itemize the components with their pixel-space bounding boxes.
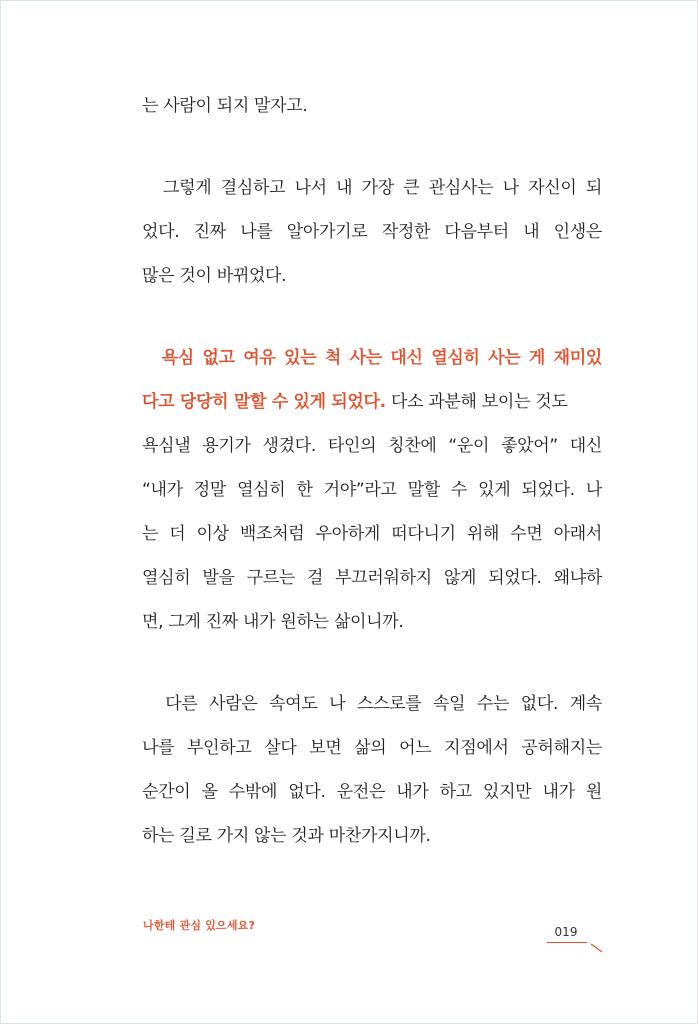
text-line: 순간이 올 수밖에 없다. 운전은 내가 하고 있지만 내가 원 (142, 782, 602, 802)
page-number: 019 (554, 925, 578, 939)
text-line: 는 더 이상 백조처럼 우아하게 떠다니기 위해 수면 아래서 (142, 524, 602, 544)
text-line: 그렇게 결심하고 나서 내 가장 큰 관심사는 나 자신이 되 (142, 178, 602, 198)
highlighted-text: 다고 당당히 말할 수 있게 되었다. (142, 392, 386, 412)
text-line: 었다. 진짜 나를 알아가기로 작정한 다음부터 내 인생은 (142, 222, 602, 242)
highlighted-text-line: 욕심 없고 여유 있는 척 사는 대신 열심히 사는 게 재미있 (142, 348, 602, 368)
text-line: 면, 그게 진짜 내가 원하는 삶이니까. (142, 612, 404, 632)
text-line: 는 사람이 되지 말자고. (142, 96, 308, 116)
mixed-text-line (142, 390, 567, 414)
page-number-underline (547, 942, 587, 943)
text-line: 욕심낼 용기가 생겼다. 타인의 칭찬에 “운이 좋았어” 대신 (142, 436, 602, 456)
text-line: 다른 사람은 속여도 나 스스로를 속일 수는 없다. 계속 (142, 694, 602, 714)
text-line: 하는 길로 가지 않는 것과 마찬가지니까. (142, 826, 431, 846)
text-line: 나를 부인하고 살다 보면 삶의 어느 지점에서 공허해지는 (142, 738, 602, 758)
text-line: 많은 것이 바뀌었다. (142, 266, 287, 286)
text-line: “내가 정말 열심히 한 거야”라고 말할 수 있게 되었다. 나 (142, 480, 602, 500)
text-line: 열심히 발을 구르는 걸 부끄러워하지 않게 되었다. 왜냐하 (142, 568, 602, 588)
text-span: 다소 과분해 보이는 것도 (385, 392, 568, 412)
running-footer-title: 나한테 관심 있으세요? (143, 919, 256, 932)
page-corner-tick-icon (590, 943, 604, 953)
